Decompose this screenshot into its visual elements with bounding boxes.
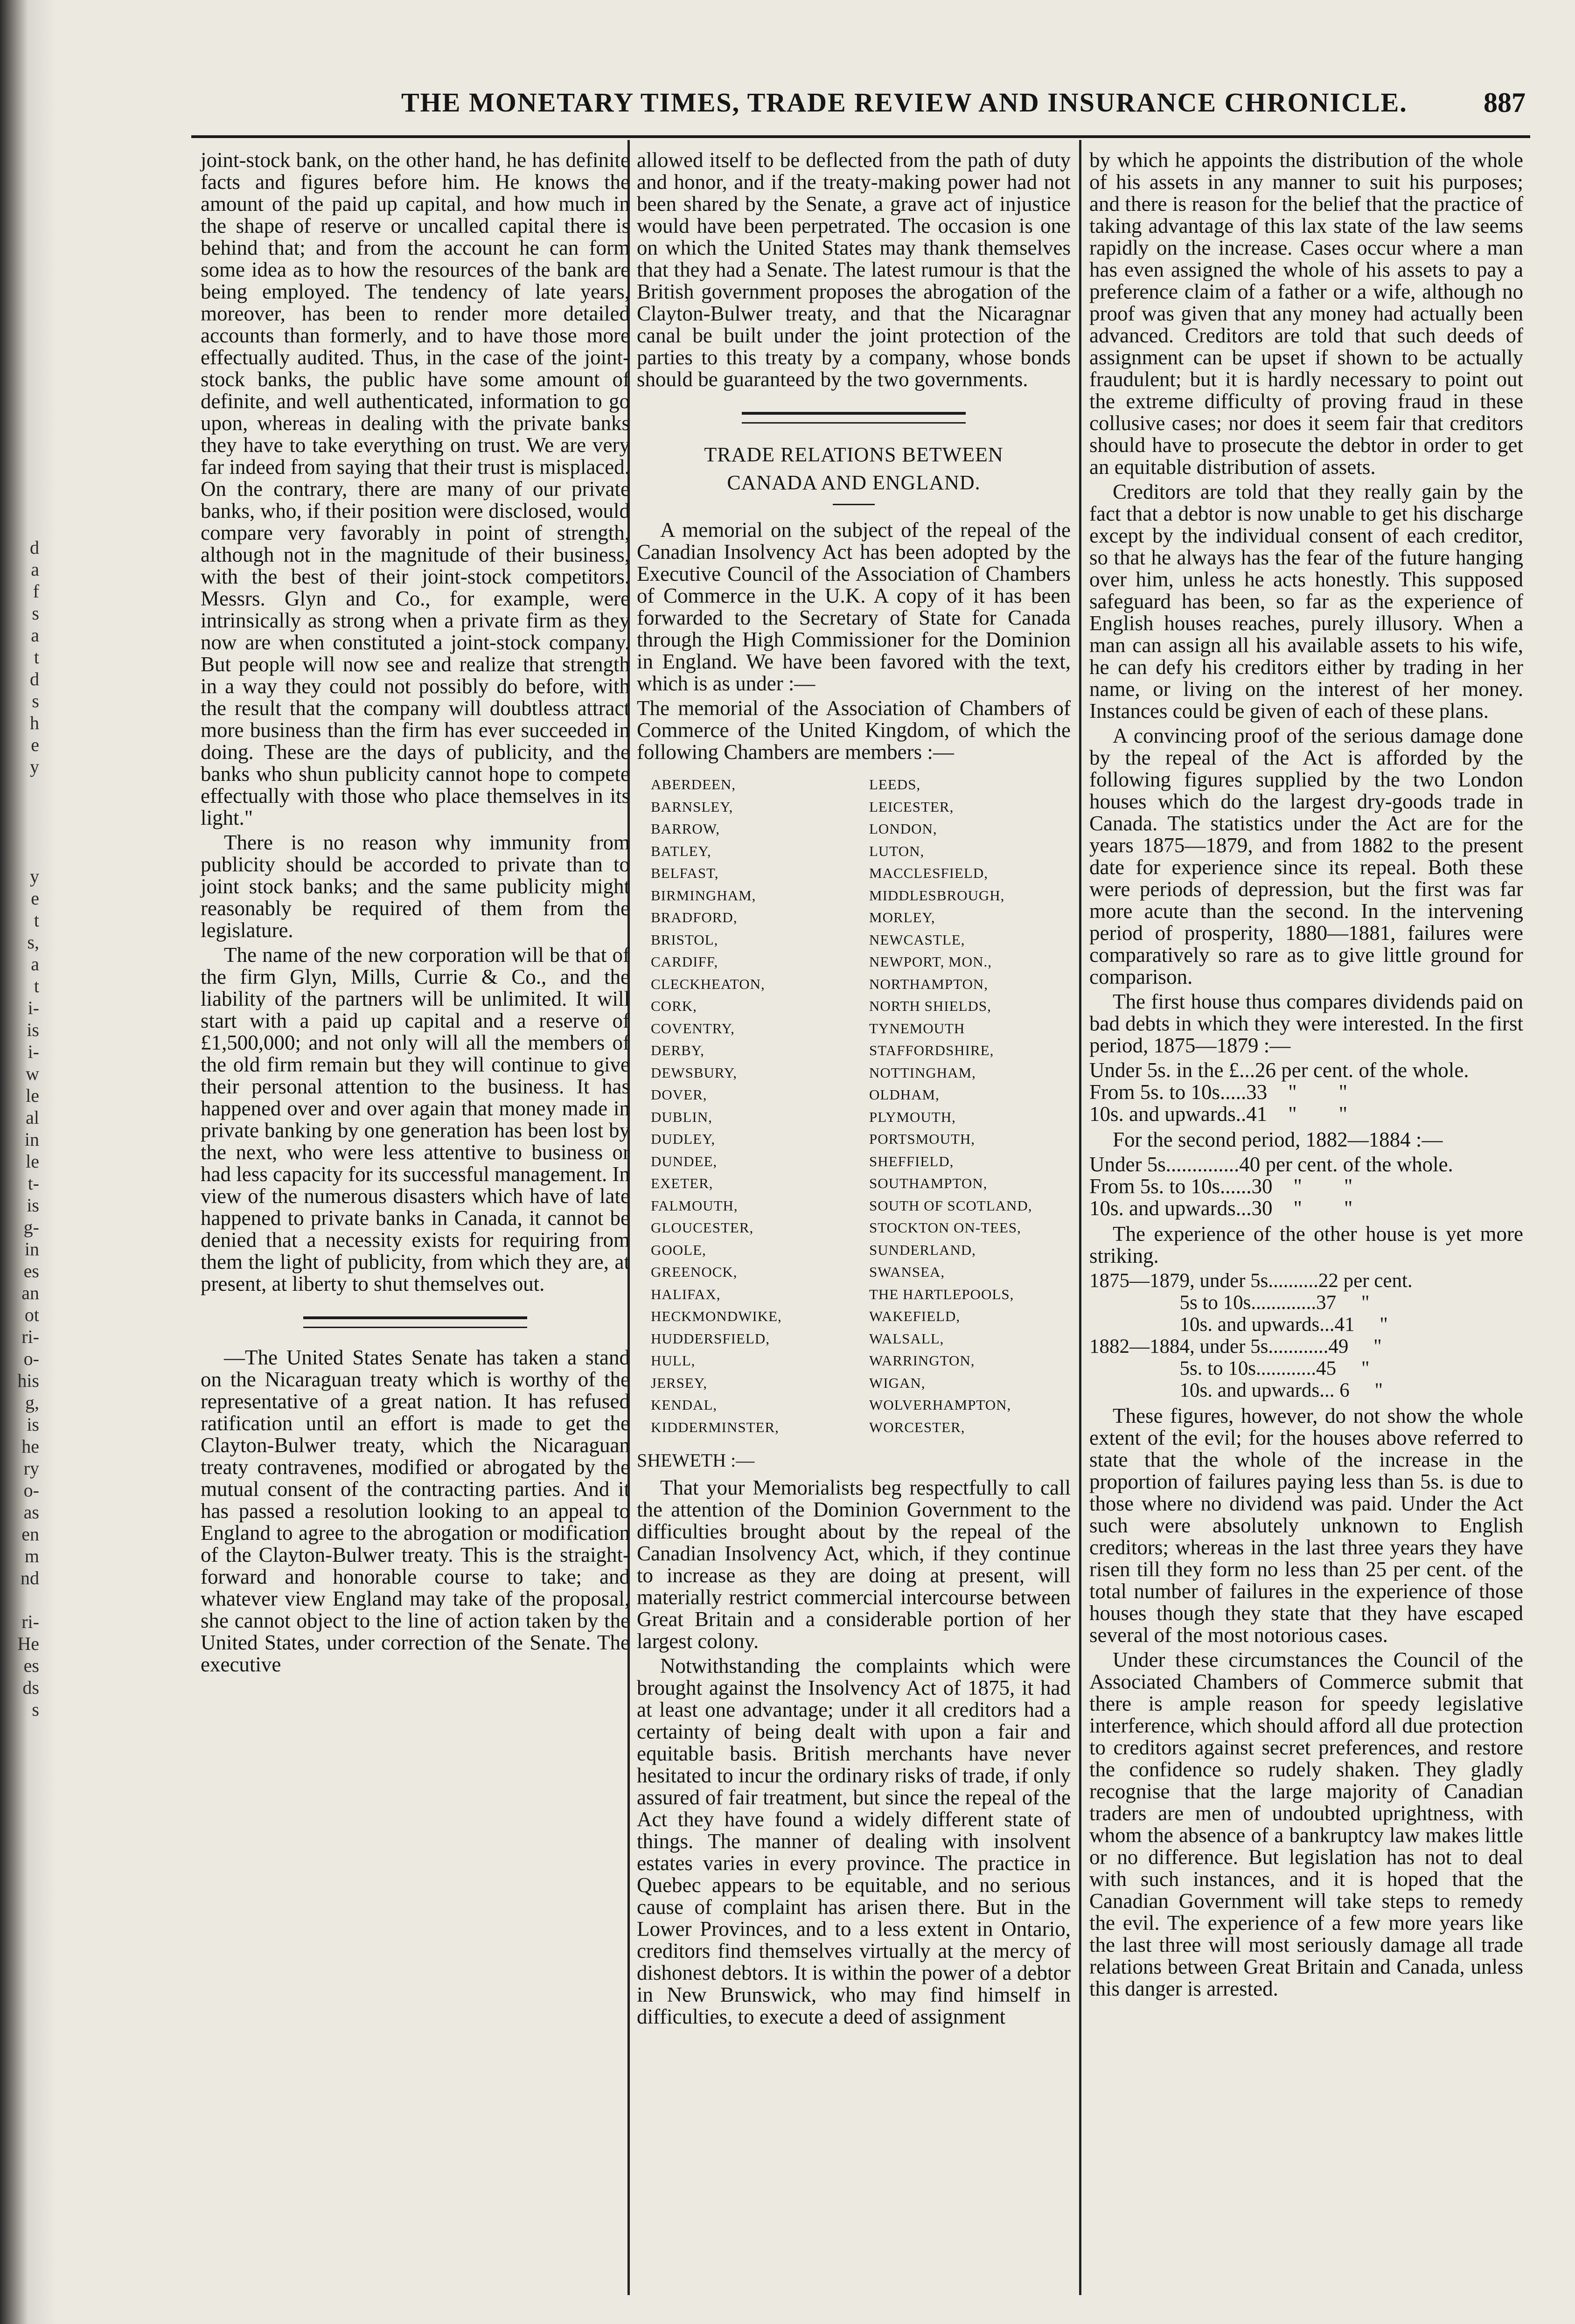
- chamber-name: BRISTOL,: [651, 931, 718, 948]
- chamber-name: DUBLIN,: [651, 1108, 712, 1125]
- edge-fragment: e: [31, 734, 39, 755]
- chamber-name: CORK,: [651, 998, 697, 1014]
- page-header-title: THE MONETARY TIMES, TRADE REVIEW AND INSURANCE CHRONICLE.: [401, 87, 1408, 118]
- chamber-name: NEWPORT, MON.,: [869, 953, 992, 970]
- dividend-table-first-period: Under 5s. in the £...26 per cent. of the whole. From 5s. to 10s.....33 " " 10s. and upwards..41 " ": [1089, 1058, 1469, 1126]
- chamber-name: GLOUCESTER,: [651, 1219, 754, 1236]
- chamber-name: STAFFORDSHIRE,: [869, 1042, 994, 1058]
- page-number: 887: [1484, 87, 1526, 118]
- chamber-name: MACCLESFIELD,: [869, 865, 988, 881]
- left-edge-fragments: [2, 536, 39, 1720]
- chamber-name: SOUTH OF SCOTLAND,: [869, 1197, 1032, 1214]
- article-paragraph: For the second period, 1882—1884 :—: [1113, 1128, 1443, 1151]
- article-paragraph: Notwithstanding the complaints which were brought against the Insolvency Act of 1875, it had at least one advantage; under it all creditors had a certainty of being dealt with upon a fair and equitable basis. British merchants have never hesitated to incur the ordinary risks of trade, if only assured of fair treatment, but since the repeal of the Act they have found a widely different state of things. The manner of dealing with insolvent estates varies in every province. The practice in Quebec appears to be equitable, and no serious cause of complaint has arisen there. But in the Lower Provinces, and to a less extent in Ontario, creditors find themselves virtually at the mercy of dishonest debtors. It is within the power of a debtor in New Brunswick, who may find himself in difficulties, to execute a deed of assignment: [637, 1654, 1071, 2028]
- chamber-name: NORTHAMPTON,: [869, 975, 989, 992]
- chamber-name: JERSEY,: [651, 1374, 707, 1391]
- chamber-name: OLDHAM,: [869, 1086, 940, 1103]
- chamber-name: WORCESTER,: [869, 1419, 965, 1435]
- chamber-name: HALIFAX,: [651, 1286, 721, 1302]
- chamber-name: DERBY,: [651, 1042, 704, 1058]
- chamber-name: KENDAL,: [651, 1397, 718, 1413]
- edge-fragment: t: [34, 975, 39, 996]
- edge-fragment: [2, 1589, 39, 1611]
- edge-fragment: as: [23, 1502, 39, 1523]
- edge-fragment: a: [31, 559, 39, 580]
- edge-fragment: ds: [22, 1677, 39, 1698]
- chamber-name: WOLVERHAMPTON,: [869, 1397, 1011, 1413]
- chamber-name: DUDLEY,: [651, 1131, 716, 1147]
- chamber-name: LEICESTER,: [869, 798, 954, 815]
- chambers-list-left: [651, 773, 852, 1438]
- edge-fragment: He: [17, 1633, 39, 1654]
- chamber-name: LUTON,: [869, 842, 925, 859]
- chamber-name: HECKMONDWIKE,: [651, 1308, 782, 1324]
- edge-fragment: his: [17, 1370, 39, 1391]
- edge-fragment: g,: [25, 1392, 39, 1413]
- column-2: [637, 149, 1071, 2031]
- chamber-name: BELFAST,: [651, 865, 719, 881]
- chamber-name: TYNEMOUTH: [869, 1020, 965, 1037]
- edge-fragment: en: [21, 1524, 39, 1545]
- section-divider: [742, 412, 966, 424]
- chambers-list: [651, 773, 1071, 1438]
- chamber-name: WIGAN,: [869, 1374, 926, 1391]
- chamber-name: CLECKHEATON,: [651, 975, 765, 992]
- article-paragraph: These figures, however, do not show the whole extent of the evil; for the houses above referred to state that the whole of the increase in the proportion of failures paying less than 5s. is due to those where no dividend was paid. Under the Act such were absolutely unknown to English creditors; whereas in the last three years they have risen till they form no less than 25 per cent. of the total number of failures in the experience of those houses though they state that they have escaped several of the most notorious cases.: [1089, 1404, 1523, 1647]
- chamber-name: MORLEY,: [869, 909, 935, 925]
- chamber-name: SHEFFIELD,: [869, 1153, 954, 1169]
- chamber-name: BARROW,: [651, 821, 720, 837]
- edge-fragment: es: [23, 1655, 39, 1676]
- article-paragraph: The memorial of the Association of Chambers of Commerce of the United Kingdom, of which the following Chambers are members :—: [637, 696, 1071, 764]
- chamber-name: NEWCASTLE,: [869, 931, 965, 948]
- edge-fragment: t-: [28, 1173, 39, 1194]
- chamber-name: DOVER,: [651, 1086, 707, 1103]
- chamber-name: WARRINGTON,: [869, 1352, 975, 1369]
- chamber-name: NORTH SHIELDS,: [869, 998, 991, 1014]
- article-paragraph: joint-stock bank, on the other hand, he has definite facts and figures before him. He knows the amount of the paid up capital, and how much in the shape of reserve or uncalled capital there is behind that; and from the account he can form some idea as to how the resources of the bank are being employed. The tendency of late years, moreover, has been to render more detailed accounts than formerly, and to have those more effectually audited. Thus, in the case of the joint-stock banks, the public have some amount of definite, and well authenticated, information to go upon, whereas in dealing with the private banks they have to take everything on trust. We are very far indeed from saying that their trust is misplaced. On the contrary, there are many of our private banks, who, if their position were disclosed, would compare very favorably in point of strength, although not in the magnitude of their business, with the best of their joint-stock competitors. Messrs. Glyn and Co., for example, were intrinsically as strong when a private firm as they now are when constituted a joint-stock company. But people will now see and realize that strength in a way they could not possibly do before, with the result that the company will doubtless attract more business than the firm has ever succeeded in doing. These are the days of publicity, and the banks who shun publicity cannot hope to compete effectually with those who place themselves in its light.": [201, 148, 630, 829]
- chamber-name: CARDIFF,: [651, 953, 718, 970]
- edge-fragment: nd: [21, 1567, 39, 1588]
- edge-fragment: y: [30, 756, 39, 777]
- headline-rule: [833, 504, 875, 505]
- edge-fragment: s,: [27, 932, 39, 953]
- edge-fragment: he: [21, 1436, 39, 1457]
- column-divider-2: [1079, 140, 1081, 2295]
- edge-fragment: s: [32, 690, 39, 711]
- chamber-name: ABERDEEN,: [651, 776, 736, 793]
- edge-fragment: o-: [23, 1348, 39, 1369]
- edge-fragment: d: [30, 668, 39, 689]
- edge-fragment: e: [31, 888, 39, 909]
- dividend-table-other-house: 1875—1879, under 5s..........22 per cent. 5s to 10s.............37 " 10s. and upwards...41 " 1882—1884, under 5s............49 " 5s. to 10s............45 " 10s. and upwards... 6 ": [1089, 1270, 1413, 1401]
- edge-fragment: es: [23, 1260, 39, 1281]
- edge-fragment: le: [26, 1151, 39, 1172]
- dividend-table-second-period: Under 5s..............40 per cent. of the whole. From 5s. to 10s......30 " " 10s. and upwards...30 " ": [1089, 1153, 1453, 1220]
- edge-fragment: ot: [24, 1304, 39, 1325]
- article-paragraph: The experience of the other house is yet more striking.: [1089, 1222, 1523, 1267]
- sheweth-label: SHEWETH :—: [637, 1450, 755, 1471]
- article-paragraph: by which he appoints the distribution of the whole of his assets in any manner to suit his purposes; and there is reason for the belief that the practice of taking advantage of this lax state of the law seems rapidly on the increase. Cases occur where a man has even assigned the whole of his assets to pay a preference claim of a father or a wife, although no proof was given that any money had actually been advanced. Creditors are told that such deeds of assignment can be upset if shown to be actually fraudulent; but it is hardly necessary to point out the extreme difficulty of proving fraud in these collusive cases; nor does it seem fair that creditors should have to prosecute the debtor in order to get an equitable distribution of assets.: [1089, 148, 1523, 479]
- article-paragraph: Under these circumstances the Council of the Associated Chambers of Commerce submit that there is ample reason for speedy legislative interference, which should afford all due protection to creditors against secret preferences, and restore the confidence so rudely shaken. They gladly recognise that the large majority of Canadian traders are men of undoubted uprightness, with whom the absence of a bankruptcy law makes little or no difference. But legislation has not to deal with such instances, and it is hoped that the Canadian Government will take steps to remedy the evil. The experience of a few more years like the last three will most seriously damage all trade relations between Great Britain and Canada, unless this danger is arrested.: [1089, 1648, 1523, 2000]
- edge-fragment: o-: [23, 1480, 39, 1501]
- chamber-name: COVENTRY,: [651, 1020, 735, 1037]
- edge-fragment: m: [24, 1545, 39, 1566]
- chamber-name: SUNDERLAND,: [869, 1241, 976, 1258]
- column-1: [201, 149, 630, 1678]
- edge-fragment: i-: [28, 997, 39, 1018]
- article-paragraph: allowed itself to be deflected from the path of duty and honor, and if the treaty-making power had not been shared by the Senate, a grave act of injustice would have been perpetrated. The occasion is one on which the United States may thank themselves that they had a Senate. The latest rumour is that the British government proposes the abrogation of the Clayton-Bulwer treaty, and that the Nicaragnar canal be built under the joint protection of the parties to this treaty by a company, whose bonds should be guaranteed by the two governments.: [637, 148, 1071, 391]
- edge-fragment: in: [24, 1239, 39, 1259]
- edge-fragment: is: [27, 1019, 39, 1040]
- chamber-name: GREENOCK,: [651, 1264, 738, 1280]
- chamber-name: PORTSMOUTH,: [869, 1131, 976, 1147]
- edge-fragment: [2, 821, 39, 843]
- article-paragraph: A memorial on the subject of the repeal of the Canadian Insolvency Act has been adopted by the Executive Council of the Association of Chambers of Commerce in the U.K. A copy of it has been forwarded to the Secretary of State for Canada through the High Commissioner for the Dominion in England. We have been favored with the text, which is as under :—: [637, 518, 1071, 695]
- article-paragraph: That your Memorialists beg respectfully to call the attention of the Dominion Government to the difficulties brought about by the repeal of the Canadian Insolvency Act, which, if they continue to increase as they are doing at present, will materially restrict commercial intercourse between Great Britain and a considerable portion of her largest colony.: [637, 1476, 1071, 1653]
- edge-fragment: f: [33, 581, 39, 602]
- edge-fragment: a: [31, 625, 39, 646]
- article-paragraph: There is no reason why immunity from publicity should be accorded to private than to joint stock banks; and the same publicity might reasonably be required of them from the legislature.: [201, 831, 630, 942]
- edge-fragment: in: [24, 1129, 39, 1150]
- section-divider: [303, 1316, 527, 1328]
- edge-fragment: s: [32, 1699, 39, 1720]
- chamber-name: BRADFORD,: [651, 909, 738, 925]
- article-headline-line-1: TRADE RELATIONS BETWEEN: [704, 443, 1004, 466]
- edge-fragment: [2, 800, 39, 821]
- chamber-name: BARNSLEY,: [651, 798, 733, 815]
- article-paragraph: A convincing proof of the serious damage done by the repeal of the Act is afforded by the following figures supplied by the two London houses which do the largest dry-goods trade in Canada. The statistics under the Act are for the years 1875—1879, and from 1882 to the present date for experience since its repeal. Both these were periods of depression, but the first was far more acute than the second. In the intervening period of prosperity, 1880—1881, failures were comparatively so rare as to give little ground for comparison.: [1089, 724, 1523, 988]
- header-rule: [191, 135, 1530, 138]
- chambers-list-right: [869, 773, 1071, 1438]
- chamber-name: EXETER,: [651, 1175, 713, 1191]
- article-paragraph: The name of the new corporation will be that of the firm Glyn, Mills, Currie & Co., and the liability of the partners will be unlimited. It will start with a paid up capital and a reserve of £1,500,000; and not only will all the members of the old firm remain but they will continue to give their personal attention to the business. It has happened over and over again that money made in private banking by one generation has been lost by the next, who were less attentive to business or had less capacity for its successful management. In view of the numerous disasters which have of late happened to private banks in Canada, it cannot be denied that a necessity exists for requiring from them the light of publicity, from which they are, at present, at liberty to shut themselves out.: [201, 943, 630, 1295]
- edge-fragment: t: [34, 910, 39, 931]
- chamber-name: NOTTINGHAM,: [869, 1064, 976, 1081]
- edge-fragment: g-: [23, 1217, 39, 1238]
- edge-fragment: ry: [23, 1458, 39, 1479]
- chamber-name: SWANSEA,: [869, 1264, 945, 1280]
- chamber-name: HULL,: [651, 1352, 696, 1369]
- chamber-name: THE HARTLEPOOLS,: [869, 1286, 1014, 1302]
- article-paragraph: The first house thus compares dividends paid on bad debts in which they were interested. In the first period, 1875—1879 :—: [1089, 990, 1523, 1057]
- chamber-name: KIDDERMINSTER,: [651, 1419, 779, 1435]
- article-paragraph: —The United States Senate has taken a stand on the Nicaraguan treaty which is worthy of the representative of a great nation. It has refused ratification until an effort is made to get the Clayton-Bulwer treaty, which the Nicaraguan treaty contravenes, modified or abrogated by the mutual consent of the contracting parties. And it has passed a resolution looking to an appeal to England to agree to the abrogation or modification of the Clayton-Bulwer treaty. This is the straight-forward and honorable course to take; and whatever view England may take of the proposal, she cannot object to the line of action taken by the United States, under correction of the Senate. The executive: [201, 1346, 630, 1676]
- edge-fragment: s: [32, 603, 39, 624]
- chamber-name: GOOLE,: [651, 1241, 706, 1258]
- chamber-name: BIRMINGHAM,: [651, 887, 756, 904]
- chamber-name: STOCKTON ON-TEES,: [869, 1219, 1021, 1236]
- edge-fragment: i-: [28, 1041, 39, 1062]
- edge-fragment: is: [27, 1414, 39, 1435]
- edge-fragment: ri-: [21, 1611, 39, 1632]
- chamber-name: HUDDERSFIELD,: [651, 1330, 770, 1347]
- article-paragraph: Creditors are told that they really gain by the fact that a debtor is now unable to get his discharge except by the individual consent of each creditor, so that he always has the fear of the future hanging over him, unless he acts honestly. This supposed safeguard has been, so far as the experience of English houses reaches, purely illusory. When a man can assign all his available assets to his wife, he can defy his creditors either by trading in her name, or living on the interest of her money. Instances could be given of each of these plans.: [1089, 480, 1523, 723]
- edge-fragment: t: [34, 647, 39, 668]
- column-3: [1089, 149, 1523, 2003]
- chamber-name: DEWSBURY,: [651, 1064, 737, 1081]
- chamber-name: LONDON,: [869, 821, 937, 837]
- chamber-name: DUNDEE,: [651, 1153, 718, 1169]
- edge-fragment: h: [30, 712, 39, 733]
- edge-fragment: d: [30, 537, 39, 558]
- edge-fragment: is: [27, 1195, 39, 1216]
- edge-fragment: ri-: [21, 1326, 39, 1347]
- edge-fragment: [2, 843, 39, 865]
- edge-fragment: an: [21, 1282, 39, 1303]
- chamber-name: PLYMOUTH,: [869, 1108, 956, 1125]
- edge-fragment: w: [26, 1063, 39, 1084]
- edge-fragment: a: [31, 953, 39, 974]
- article-headline-line-2: CANADA AND ENGLAND.: [727, 471, 981, 494]
- edge-fragment: y: [30, 866, 39, 887]
- chamber-name: LEEDS,: [869, 776, 921, 793]
- edge-fragment: [2, 778, 39, 800]
- chamber-name: SOUTHAMPTON,: [869, 1175, 988, 1191]
- chamber-name: WAKEFIELD,: [869, 1308, 961, 1324]
- edge-fragment: le: [26, 1085, 39, 1106]
- edge-fragment: al: [26, 1107, 39, 1128]
- chamber-name: MIDDLESBROUGH,: [869, 887, 1005, 904]
- chamber-name: BATLEY,: [651, 842, 711, 859]
- chamber-name: WALSALL,: [869, 1330, 944, 1347]
- chamber-name: FALMOUTH,: [651, 1197, 738, 1214]
